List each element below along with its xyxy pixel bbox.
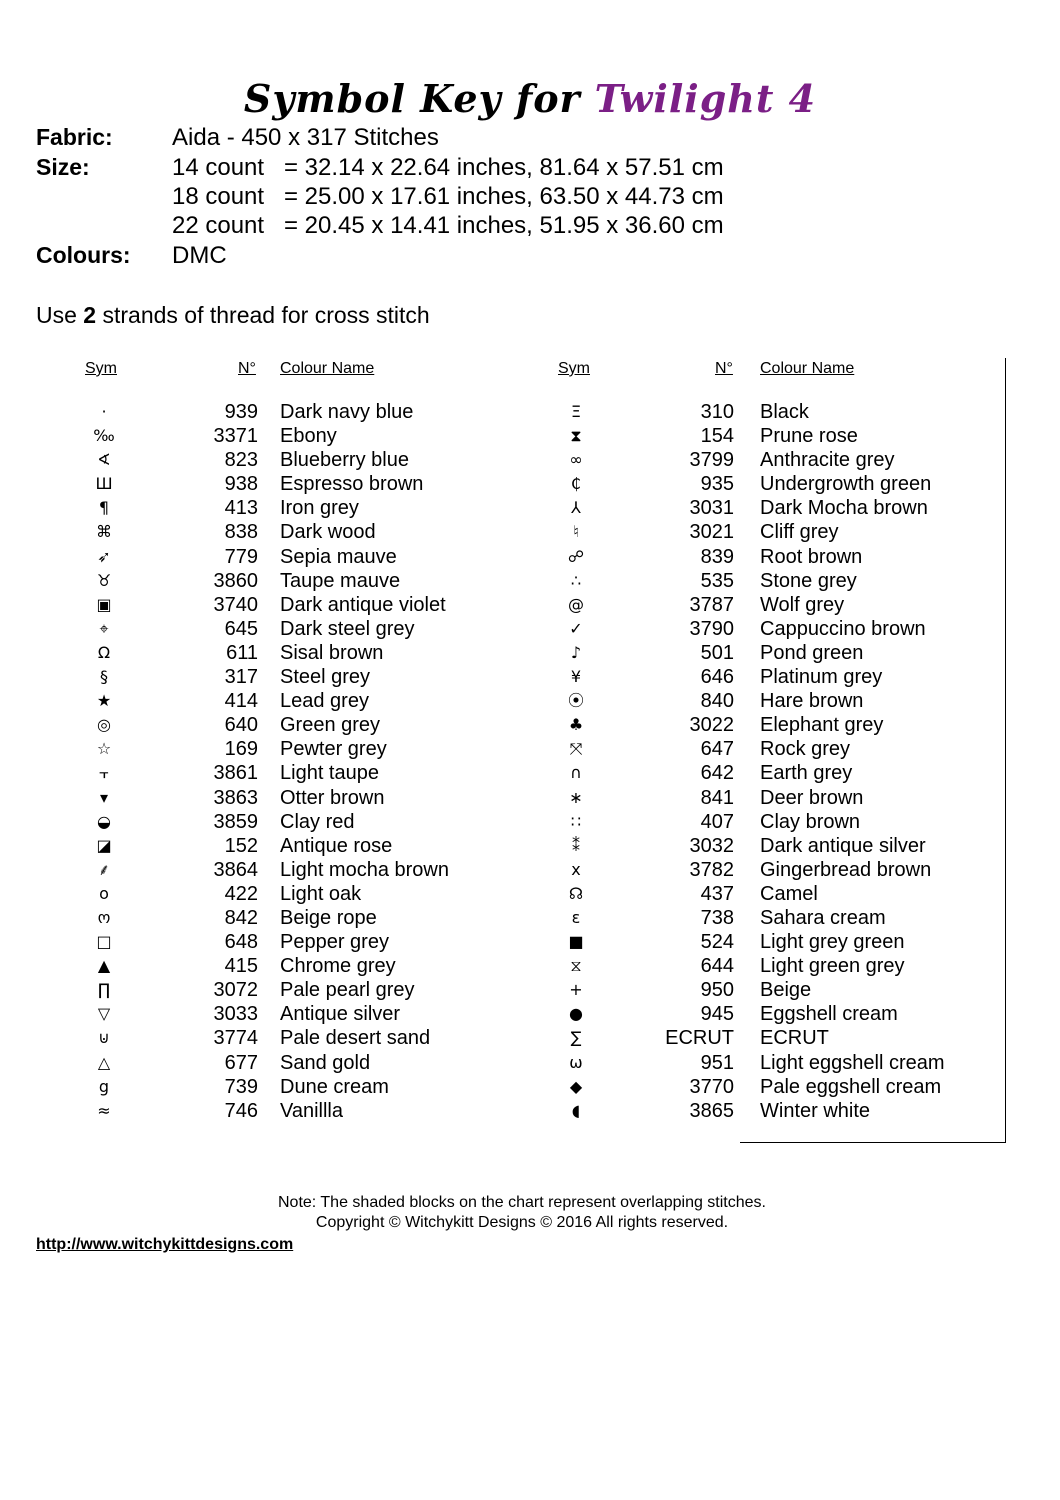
dmc-number: 415 (224, 955, 258, 978)
colour-name: Elephant grey (760, 714, 884, 737)
key-row (0, 641, 1060, 665)
dmc-number: 3033 (213, 1003, 258, 1026)
symbol-icon: ∷ (570, 811, 582, 831)
key-row (0, 761, 1060, 785)
table-border-right (1005, 358, 1006, 1143)
colour-name: Otter brown (280, 786, 385, 809)
symbol-icon: ω (569, 1052, 583, 1072)
colour-name: Iron grey (280, 497, 359, 520)
title-pattern-name: Twilight 4 (594, 76, 817, 121)
symbol-icon: ● (569, 1004, 583, 1024)
colour-name: Stone grey (760, 569, 857, 592)
symbol-icon: ♣ (568, 715, 584, 735)
dmc-number: 437 (700, 882, 734, 905)
symbol-icon: □ (96, 932, 112, 952)
colour-name: Light eggshell cream (760, 1051, 945, 1074)
dmc-number: 950 (700, 979, 734, 1002)
colour-name: Pale pearl grey (280, 979, 415, 1002)
colour-name: Black (760, 401, 809, 423)
dmc-number: 3032 (689, 834, 734, 857)
symbol-icon: △ (97, 1052, 111, 1072)
symbol-icon: ♉ (96, 570, 112, 590)
colour-name: Clay brown (760, 810, 861, 833)
dmc-number: 945 (700, 1003, 734, 1026)
key-row (0, 472, 1060, 496)
colour-name: Earth grey (760, 762, 853, 785)
colour-name: ECRUT (760, 1027, 829, 1050)
dmc-number: 3022 (689, 714, 734, 737)
colour-name: Anthracite grey (760, 449, 895, 472)
symbol-icon: ▲ (97, 956, 111, 976)
dmc-number: 407 (700, 810, 734, 833)
symbol-icon: ₵ (570, 474, 582, 494)
symbol-icon: x (571, 859, 581, 879)
dmc-number: 935 (700, 473, 734, 496)
colour-name: Ebony (280, 425, 337, 448)
key-row (0, 665, 1060, 689)
dmc-number: 3031 (689, 497, 734, 520)
colour-name: Light taupe (280, 762, 379, 785)
dmc-number: 3790 (689, 617, 734, 640)
size-count: 14 count (172, 154, 265, 181)
colour-name: Camel (760, 882, 818, 905)
dmc-number: 3859 (213, 810, 258, 833)
dmc-number: 3865 (689, 1099, 734, 1122)
dmc-number: 3861 (213, 762, 258, 785)
symbol-icon: ★ (96, 691, 112, 711)
symbol-icon: ▾ (99, 787, 109, 807)
symbol-icon: ‰ (93, 426, 115, 446)
symbol-icon: ♮ (573, 522, 579, 542)
key-row (0, 1075, 1060, 1099)
symbol-icon: ¶ (98, 498, 110, 518)
key-row (0, 882, 1060, 906)
colour-name: Beige rope (280, 906, 377, 929)
colour-name: Dark antique violet (280, 593, 446, 616)
dmc-number: 647 (700, 738, 734, 761)
colour-name: Dark navy blue (280, 401, 414, 423)
size-count: 18 count (172, 183, 265, 210)
key-row (0, 1099, 1060, 1123)
colour-name: Gingerbread brown (760, 858, 932, 881)
colour-name: Chrome grey (280, 955, 396, 978)
key-row (0, 737, 1060, 761)
colour-name: Vanillla (280, 1099, 343, 1122)
dmc-number: 3863 (213, 786, 258, 809)
symbol-icon: ▽ (97, 1004, 111, 1024)
symbol-icon: ◒ (97, 811, 111, 831)
dmc-number: 413 (224, 497, 258, 520)
key-row (0, 786, 1060, 810)
colour-name: Light mocha brown (280, 858, 449, 881)
strands-post: strands of thread for cross stitch (96, 302, 430, 328)
colour-name: Pepper grey (280, 931, 389, 954)
symbol-icon: ≈ (97, 1100, 111, 1120)
dmc-number: 746 (224, 1099, 258, 1122)
colour-name: Sepia mauve (280, 545, 397, 568)
symbol-icon: ⫟ (99, 763, 109, 783)
dmc-number: 3860 (213, 569, 258, 592)
symbol-icon: ☊ (568, 883, 584, 903)
dmc-number: 842 (224, 906, 258, 929)
colour-name: Antique rose (280, 834, 393, 857)
colour-name: Wolf grey (760, 593, 845, 616)
colour-name: Taupe mauve (280, 569, 401, 592)
size-label: Size: (36, 154, 90, 180)
key-row (0, 834, 1060, 858)
size-dims: = 25.00 x 17.61 inches, 63.50 x 44.73 cm (284, 183, 724, 210)
dmc-number: 644 (700, 955, 734, 978)
dmc-number: 642 (700, 762, 734, 785)
colour-name: Antique silver (280, 1003, 401, 1026)
colour-name: Dark antique silver (760, 834, 926, 857)
symbol-icon: ∢ (97, 450, 111, 470)
symbol-icon: g (98, 1076, 110, 1096)
symbol-icon: ♪ (570, 642, 582, 662)
colour-name: Prune rose (760, 425, 858, 448)
colour-name: Pale eggshell cream (760, 1075, 942, 1098)
colour-name: Pond green (760, 641, 864, 664)
dmc-number: 611 (226, 641, 258, 664)
colour-name: Sand gold (280, 1051, 371, 1074)
header-num-left: N° (238, 360, 256, 377)
key-row (0, 713, 1060, 737)
dmc-number: 535 (700, 569, 734, 592)
dmc-number: 640 (224, 714, 258, 737)
symbol-icon: ➶ (97, 546, 111, 566)
symbol-icon: ∩ (570, 763, 582, 783)
overlap-note: Note: The shaded blocks on the chart represent overlapping stitches. (278, 1194, 766, 1211)
colour-name: Blueberry blue (280, 449, 409, 472)
title-prefix: Symbol Key for (243, 76, 581, 121)
colour-name: Dark steel grey (280, 617, 415, 640)
colour-name: Light oak (280, 882, 362, 905)
colour-name: Sisal brown (280, 641, 384, 664)
key-row (0, 689, 1060, 713)
colour-name: Winter white (760, 1099, 871, 1122)
colour-name: Undergrowth green (760, 473, 932, 496)
dmc-number: 154 (700, 425, 734, 448)
dmc-number: 3782 (689, 858, 734, 881)
dmc-number: 3774 (213, 1027, 258, 1050)
size-dims: = 32.14 x 22.64 inches, 81.64 x 57.51 cm (284, 154, 724, 181)
colour-name: Light green grey (760, 955, 905, 978)
symbol-icon: ⧗ (570, 426, 582, 446)
dmc-number: 840 (700, 690, 734, 713)
colour-name: Deer brown (760, 786, 864, 809)
colour-name: Clay red (280, 810, 355, 833)
symbol-icon: ო (97, 907, 111, 927)
key-row (0, 448, 1060, 472)
symbol-icon: · (101, 402, 107, 421)
header-sym-left: Sym (85, 360, 117, 377)
symbol-icon: ∗ (569, 787, 583, 807)
colour-name: Cliff grey (760, 521, 839, 544)
symbol-icon: ◆ (569, 1076, 583, 1096)
dmc-number: 839 (700, 545, 734, 568)
key-row (0, 400, 1060, 424)
dmc-number: 779 (224, 545, 258, 568)
colour-name: Steel grey (280, 666, 371, 689)
symbol-icon: ◎ (97, 715, 111, 735)
dmc-number: 169 (224, 738, 258, 761)
dmc-number: 739 (224, 1075, 258, 1098)
symbol-icon: ∏ (97, 980, 111, 1000)
symbol-icon: ⌘ (96, 522, 112, 542)
symbol-icon: o (99, 883, 109, 903)
dmc-number: 841 (700, 786, 734, 809)
dmc-number: 414 (224, 690, 258, 713)
page-title (0, 76, 1060, 121)
colour-name: Espresso brown (280, 473, 424, 496)
dmc-number: 677 (224, 1051, 258, 1074)
dmc-number: 823 (224, 449, 258, 472)
symbol-icon: ◖ (571, 1100, 581, 1120)
symbol-icon: ■ (568, 932, 584, 952)
fabric-value: Aida - 450 x 317 Stitches (172, 124, 439, 151)
symbol-icon: ⊍ (98, 1028, 110, 1048)
symbol-icon: ∞ (569, 450, 583, 470)
fabric-label: Fabric: (36, 124, 113, 150)
symbol-icon: ε (571, 907, 581, 927)
symbol-icon: ∑ (570, 1028, 582, 1048)
symbol-icon: ⅄ (571, 498, 581, 518)
size-count: 22 count (172, 212, 265, 239)
key-row (0, 810, 1060, 834)
symbol-icon: Ξ (570, 402, 582, 421)
key-row (0, 617, 1060, 641)
dmc-number: 939 (224, 401, 258, 423)
dmc-number: 646 (700, 666, 734, 689)
symbol-icon: + (569, 980, 583, 1000)
dmc-number: 951 (700, 1051, 734, 1074)
dmc-number: 3787 (689, 593, 734, 616)
dmc-number: 938 (224, 473, 258, 496)
colour-name: Dune cream (280, 1075, 389, 1098)
key-row (0, 906, 1060, 930)
key-row (0, 593, 1060, 617)
dmc-number: 317 (224, 666, 258, 689)
dmc-number: 422 (224, 882, 258, 905)
dmc-number: ECRUT (665, 1027, 734, 1050)
colour-name: Green grey (280, 714, 381, 737)
dmc-number: 152 (224, 834, 258, 857)
copyright-note: Copyright © Witchykitt Designs © 2016 All rights reserved. (315, 1214, 729, 1231)
strands-pre: Use (36, 302, 84, 328)
colours-label: Colours: (36, 242, 131, 268)
symbol-icon: ▣ (96, 594, 112, 614)
dmc-number: 3799 (689, 449, 734, 472)
colour-name: Light grey green (760, 931, 905, 954)
header-num-right: N° (715, 360, 733, 377)
dmc-number: 838 (224, 521, 258, 544)
colour-name: Pewter grey (280, 738, 387, 761)
key-row (0, 1051, 1060, 1075)
dmc-number: 738 (700, 906, 734, 929)
symbol-icon: ☍ (567, 546, 585, 566)
symbol-icon: ☆ (96, 739, 112, 759)
colour-name: Dark Mocha brown (760, 497, 928, 520)
header-sym-right: Sym (558, 360, 590, 377)
colour-name: Rock grey (760, 738, 851, 761)
colour-name: Pale desert sand (280, 1027, 431, 1050)
symbol-icon: ⌖ (99, 618, 109, 638)
dmc-number: 3740 (213, 593, 258, 616)
symbol-icon: ⁑ (572, 835, 580, 855)
symbol-icon: ◪ (96, 835, 112, 855)
dmc-number: 524 (700, 931, 734, 954)
dmc-number: 3371 (213, 425, 258, 448)
colour-name: Root brown (760, 545, 863, 568)
size-dims: = 20.45 x 14.41 inches, 51.95 x 36.60 cm (284, 212, 724, 239)
colour-name: Lead grey (280, 690, 369, 713)
strands-instruction (36, 302, 430, 329)
symbol-icon: ⦿ (567, 691, 584, 711)
key-row (0, 954, 1060, 978)
colour-name: Dark wood (280, 521, 376, 544)
symbol-icon: Ш (95, 474, 113, 494)
strands-count: 2 (83, 302, 97, 328)
key-row (0, 858, 1060, 882)
dmc-number: 3864 (213, 858, 258, 881)
key-row (0, 545, 1060, 569)
symbol-icon: ⤧ (569, 739, 583, 759)
dmc-number: 3021 (689, 521, 734, 544)
symbol-icon: ✓ (569, 618, 583, 638)
key-row (0, 520, 1060, 544)
symbol-icon: ¥ (570, 667, 582, 687)
website-link[interactable]: http://www.witchykittdesigns.com (36, 1236, 294, 1253)
key-row (0, 930, 1060, 954)
header-name-right: Colour Name (760, 360, 855, 377)
dmc-number: 3072 (213, 979, 258, 1002)
key-row (0, 1002, 1060, 1026)
symbol-key-table (0, 400, 1060, 1123)
symbol-icon: ∴ (570, 570, 582, 590)
key-row (0, 569, 1060, 593)
dmc-number: 645 (224, 617, 258, 640)
colour-name: Cappuccino brown (760, 617, 926, 640)
symbol-icon: ⸙ (97, 859, 110, 879)
dmc-number: 3770 (689, 1075, 734, 1098)
colour-name: Platinum grey (760, 666, 883, 689)
symbol-icon: @ (568, 594, 584, 614)
symbol-icon: § (100, 667, 108, 687)
dmc-number: 501 (700, 641, 734, 664)
header-name-left: Colour Name (280, 360, 375, 377)
key-row (0, 1026, 1060, 1050)
table-border-bottom (740, 1142, 1006, 1143)
colour-name: Beige (760, 979, 812, 1002)
colours-value: DMC (172, 242, 227, 269)
colour-name: Eggshell cream (760, 1003, 898, 1026)
key-row (0, 424, 1060, 448)
symbol-icon: Ω (97, 642, 111, 662)
colour-name: Sahara cream (760, 906, 886, 929)
symbol-icon: ⧖ (570, 956, 582, 976)
colour-name: Hare brown (760, 690, 864, 713)
key-row (0, 978, 1060, 1002)
dmc-number: 310 (700, 401, 734, 423)
dmc-number: 648 (224, 931, 258, 954)
key-row (0, 496, 1060, 520)
